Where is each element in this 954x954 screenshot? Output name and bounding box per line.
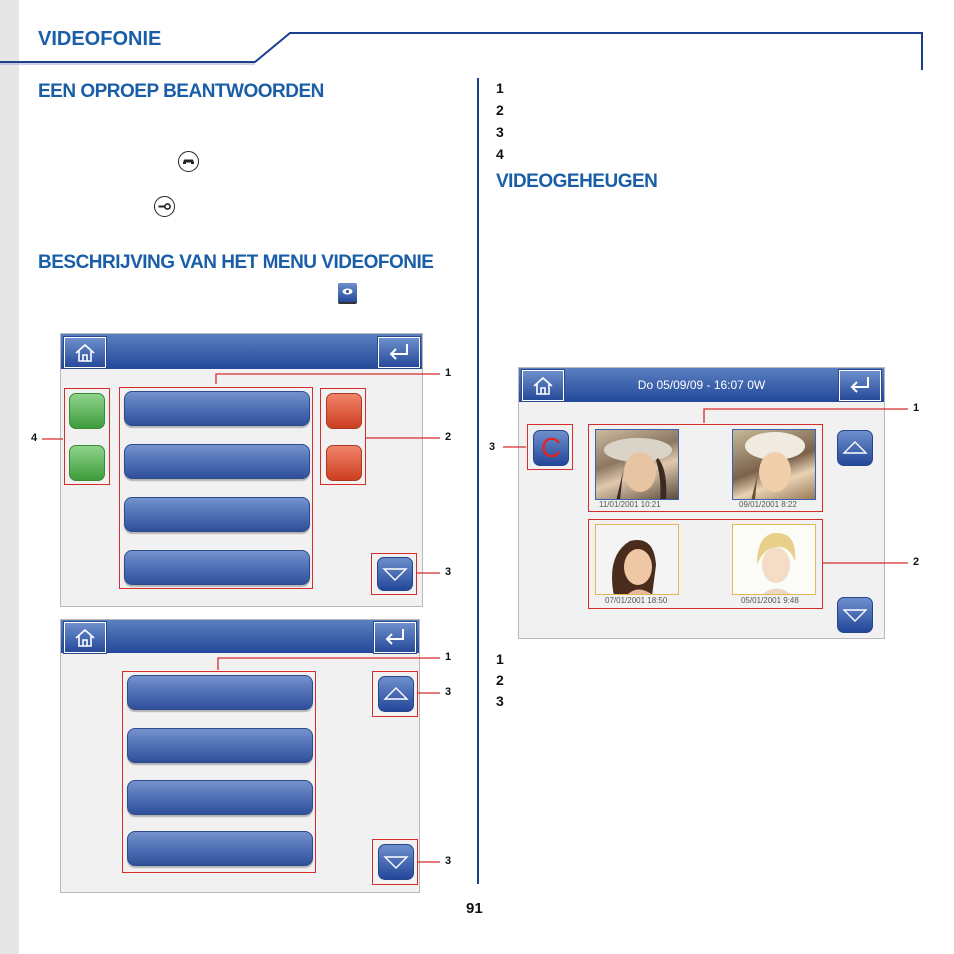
list2-number-3: 3 [496,693,504,709]
callout-2: 2 [445,431,452,443]
heading-menu-description: BESCHRIJVING VAN HET MENU VIDEOFONIE [38,252,434,273]
list-number-1: 1 [496,80,504,96]
heading-video-memory: VIDEOGEHEUGEN [496,171,658,192]
callout-1: 1 [913,402,920,414]
list2-number-2: 2 [496,672,504,688]
snapshot-date-3: 07/01/2001 18:50 [605,596,668,605]
section-title: VIDEOFONIE [38,28,162,50]
status-text: Do 05/09/09 - 16:07 0W [637,378,766,392]
list-number-3: 3 [496,124,504,140]
list-number-4: 4 [496,146,504,162]
callout-3: 3 [489,441,496,453]
snapshot-date-4: 05/01/2001 9:48 [741,596,799,605]
callout-1: 1 [445,367,452,379]
snapshot-date-2: 09/01/2001 8:22 [739,500,797,509]
clear-label: C [540,432,562,463]
heading-answer-call: EEN OPROEP BEANTWOORDEN [38,81,324,102]
callout-1: 1 [445,651,452,663]
list2-number-1: 1 [496,651,504,667]
callout-3: 3 [445,686,452,698]
callout-3: 3 [445,855,452,867]
snapshot-date-1: 11/01/2001 10:21 [599,500,661,509]
page-number: 91 [466,900,483,917]
list-number-2: 2 [496,102,504,118]
callout-3: 3 [445,566,452,578]
callout-4: 4 [31,432,38,444]
callout-2: 2 [913,556,920,568]
